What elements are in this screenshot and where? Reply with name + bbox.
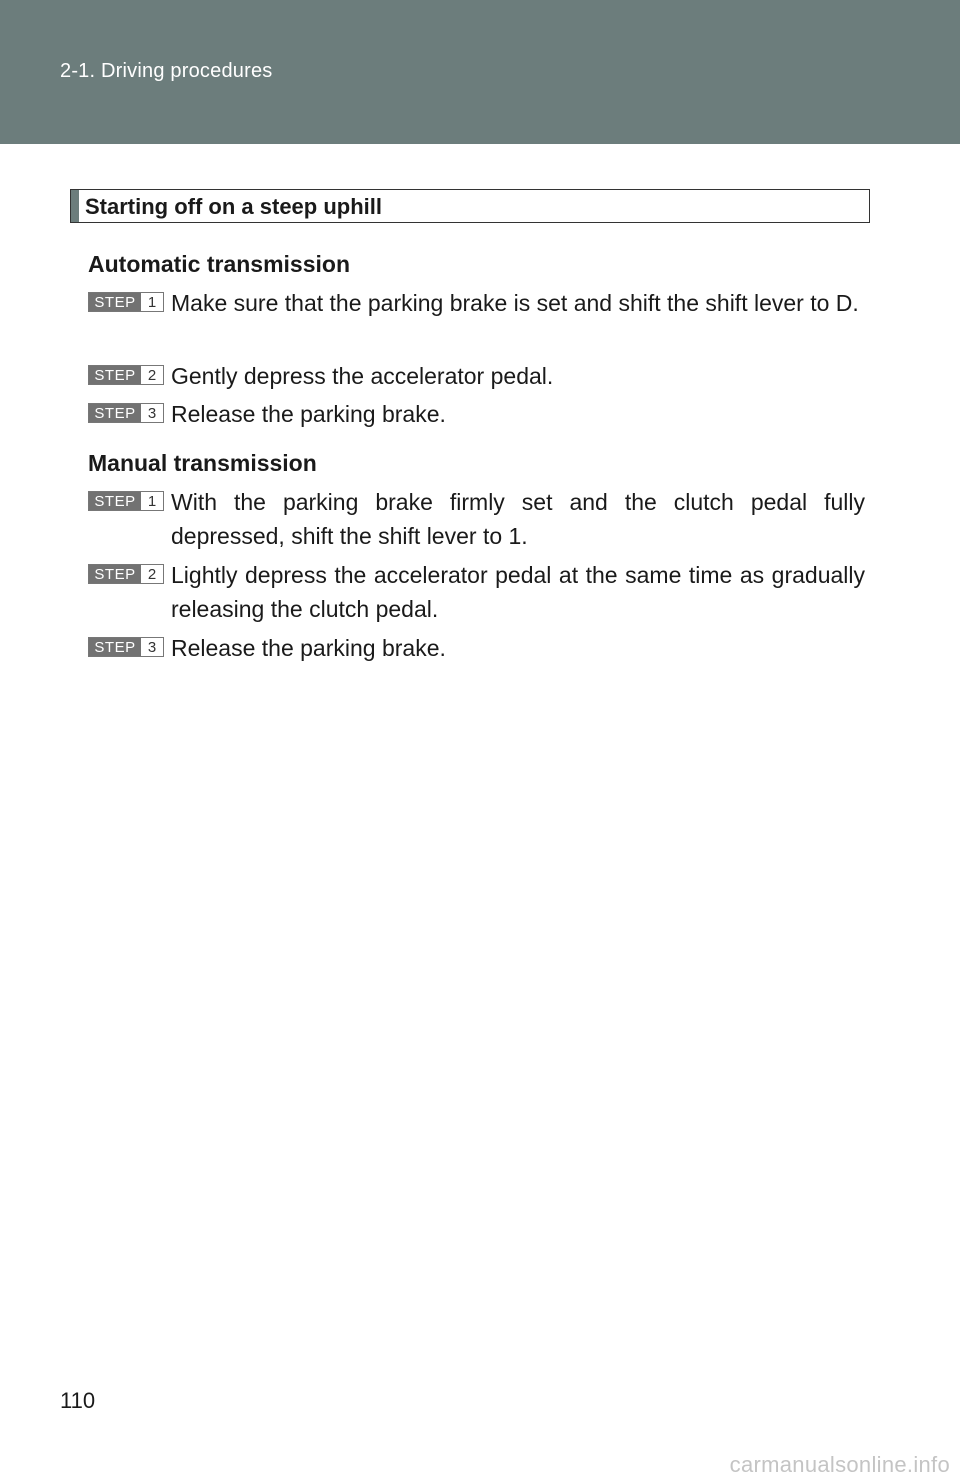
step-badge bbox=[88, 491, 164, 511]
step-badge bbox=[88, 637, 164, 657]
step-text: Release the parking brake. bbox=[171, 635, 446, 661]
step-badge-label: STEP bbox=[89, 404, 141, 422]
section-accent-bar bbox=[71, 190, 79, 222]
step-badge-number: 1 bbox=[141, 293, 163, 311]
step-badge-number: 1 bbox=[141, 492, 163, 510]
step-badge-number: 2 bbox=[141, 565, 163, 583]
step-badge-label: STEP bbox=[89, 492, 141, 510]
step-badge-label: STEP bbox=[89, 366, 141, 384]
step-badge-label: STEP bbox=[89, 638, 141, 656]
step-badge-number: 3 bbox=[141, 404, 163, 422]
step-badge bbox=[88, 564, 164, 584]
step-badge bbox=[88, 292, 164, 312]
step-text: Make sure that the parking brake is set and shift the shift lever to D. bbox=[171, 290, 859, 316]
step-text: Release the parking brake. bbox=[171, 401, 446, 427]
step-badge-number: 2 bbox=[141, 366, 163, 384]
step-text: Lightly depress the accelerator pedal at the same time as gradually releasing the clutch pedal. bbox=[171, 562, 865, 622]
section-title-box bbox=[70, 189, 870, 223]
step-badge bbox=[88, 403, 164, 423]
step-badge-label: STEP bbox=[89, 565, 141, 583]
page-number: 110 bbox=[60, 1388, 96, 1413]
chapter-breadcrumb: 2-1. Driving procedures bbox=[60, 60, 273, 82]
step-text: Gently depress the accelerator pedal. bbox=[171, 363, 554, 389]
step-badge-label: STEP bbox=[89, 293, 141, 311]
manual-heading: Manual transmission bbox=[88, 450, 317, 476]
step-badge bbox=[88, 365, 164, 385]
step-text: With the parking brake firmly set and the clutch pedal fully depressed, shift the shift lever to 1. bbox=[171, 489, 865, 549]
step-badge-number: 3 bbox=[141, 638, 163, 656]
watermark: carmanualsonline.info bbox=[729, 1452, 950, 1477]
section-title: Starting off on a steep uphill bbox=[85, 194, 382, 219]
automatic-heading: Automatic transmission bbox=[88, 251, 350, 277]
page-header bbox=[0, 0, 960, 144]
